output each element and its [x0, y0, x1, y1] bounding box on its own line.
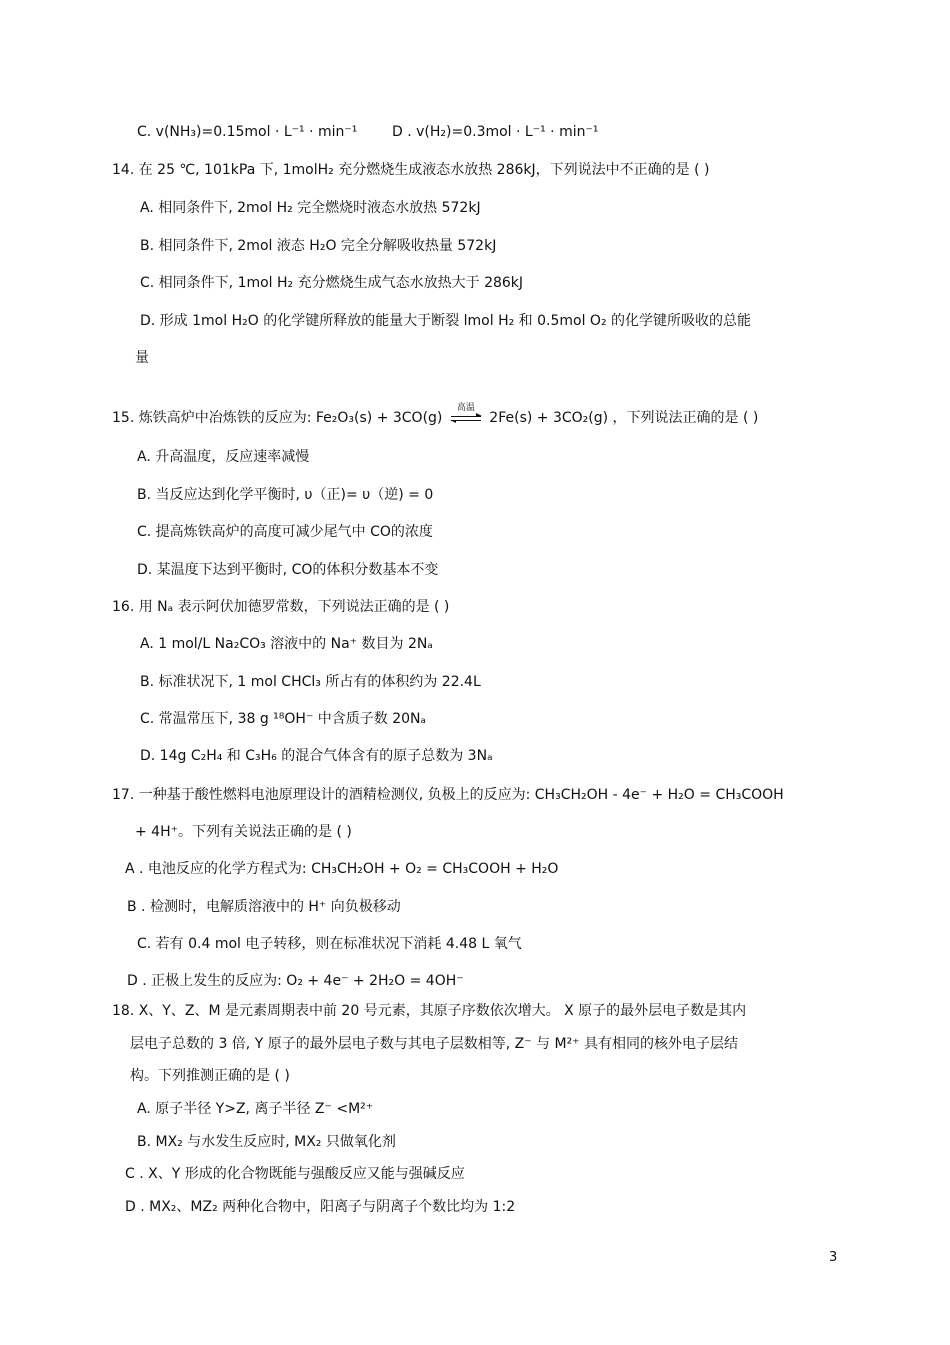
- equilibrium-arrow-icon: [451, 403, 481, 428]
- q15-option-a: A. 升高温度，反应速率减慢: [137, 449, 310, 465]
- q15-stem-right: 2Fe(s) + 3CO₂(g) ，下列说法正确的是 ( ): [489, 410, 759, 426]
- q13-option-d: D . v(H₂)=0.3mol · L⁻¹ · min⁻¹: [392, 124, 599, 140]
- q14-stem: 14. 在 25 ℃, 101kPa 下, 1molH₂ 充分燃烧生成液态水放热 286kJ，下列说法中不正确的是 ( ): [112, 162, 710, 178]
- q15-stem: [112, 403, 759, 428]
- q18-stem-continued-2: 构。下列推测正确的是 ( ): [130, 1068, 290, 1084]
- q18-option-d: D . MX₂、MZ₂ 两种化合物中，阳离子与阴离子个数比均为 1:2: [125, 1199, 516, 1215]
- q16-option-a: A. 1 mol/L Na₂CO₃ 溶液中的 Na⁺ 数目为 2Nₐ: [140, 636, 433, 652]
- q15-stem-left: 15. 炼铁高炉中冶炼铁的反应为: Fe₂O₃(s) + 3CO(g): [112, 410, 443, 426]
- q15-option-b: B. 当反应达到化学平衡时, υ（正)= υ（逆) = 0: [137, 487, 434, 503]
- q18-stem: 18. X、Y、Z、M 是元素周期表中前 20 号元素，其原子序数依次增大。 X 原子的最外层电子数是其内: [112, 1003, 747, 1019]
- q17-option-c: C. 若有 0.4 mol 电子转移，则在标准状况下消耗 4.48 L 氧气: [137, 936, 522, 952]
- q18-option-b: B. MX₂ 与水发生反应时, MX₂ 只做氧化剂: [137, 1134, 396, 1150]
- q17-option-b: B . 检测时，电解质溶液中的 H⁺ 向负极移动: [127, 899, 401, 915]
- q16-option-d: D. 14g C₂H₄ 和 C₃H₆ 的混合气体含有的原子总数为 3Nₐ: [140, 748, 493, 764]
- q18-option-a: A. 原子半径 Y>Z, 离子半径 Z⁻ <M²⁺: [137, 1101, 374, 1117]
- q14-option-d: D. 形成 1mol H₂O 的化学键所释放的能量大于断裂 lmol H₂ 和 0.5mol O₂ 的化学键所吸收的总能: [140, 313, 752, 329]
- q14-option-b: B. 相同条件下, 2mol 液态 H₂O 完全分解吸收热量 572kJ: [140, 238, 497, 254]
- q16-option-c: C. 常温常压下, 38 g ¹⁸OH⁻ 中含质子数 20Nₐ: [140, 711, 427, 727]
- reaction-condition: 高温: [456, 403, 475, 413]
- q15-option-d: D. 某温度下达到平衡时, CO的体积分数基本不变: [137, 562, 439, 578]
- q14-option-a: A. 相同条件下, 2mol H₂ 完全燃烧时液态水放热 572kJ: [140, 200, 481, 216]
- q15-option-c: C. 提高炼铁高炉的高度可减少尾气中 CO的浓度: [137, 524, 433, 540]
- q17-stem: 17. 一种基于酸性燃料电池原理设计的酒精检测仪, 负极上的反应为: CH₃CH₂OH - 4e⁻ + H₂O = CH₃COOH: [112, 787, 784, 803]
- q18-option-c: C . X、Y 形成的化合物既能与强酸反应又能与强碱反应: [125, 1166, 465, 1182]
- q13-option-c: C. v(NH₃)=0.15mol · L⁻¹ · min⁻¹: [137, 124, 358, 140]
- q17-option-d: D . 正极上发生的反应为: O₂ + 4e⁻ + 2H₂O = 4OH⁻: [127, 973, 464, 989]
- q16-option-b: B. 标准状况下, 1 mol CHCl₃ 所占有的体积约为 22.4L: [140, 674, 481, 690]
- q14-option-d-continued: 量: [135, 350, 149, 366]
- page-number: 3: [829, 1250, 838, 1265]
- q17-option-a: A . 电池反应的化学方程式为: CH₃CH₂OH + O₂ = CH₃COOH + H₂O: [125, 861, 559, 877]
- q18-stem-continued-1: 层电子总数的 3 倍, Y 原子的最外层电子数与其电子层数相等, Z⁻ 与 M²⁺ 具有相同的核外电子层结: [130, 1036, 739, 1052]
- q17-stem-continued: + 4H⁺。下列有关说法正确的是 ( ): [135, 824, 352, 840]
- q16-stem: 16. 用 Nₐ 表示阿伏加德罗常数，下列说法正确的是 ( ): [112, 599, 450, 615]
- q14-option-c: C. 相同条件下, 1mol H₂ 充分燃烧生成气态水放热大于 286kJ: [140, 275, 524, 291]
